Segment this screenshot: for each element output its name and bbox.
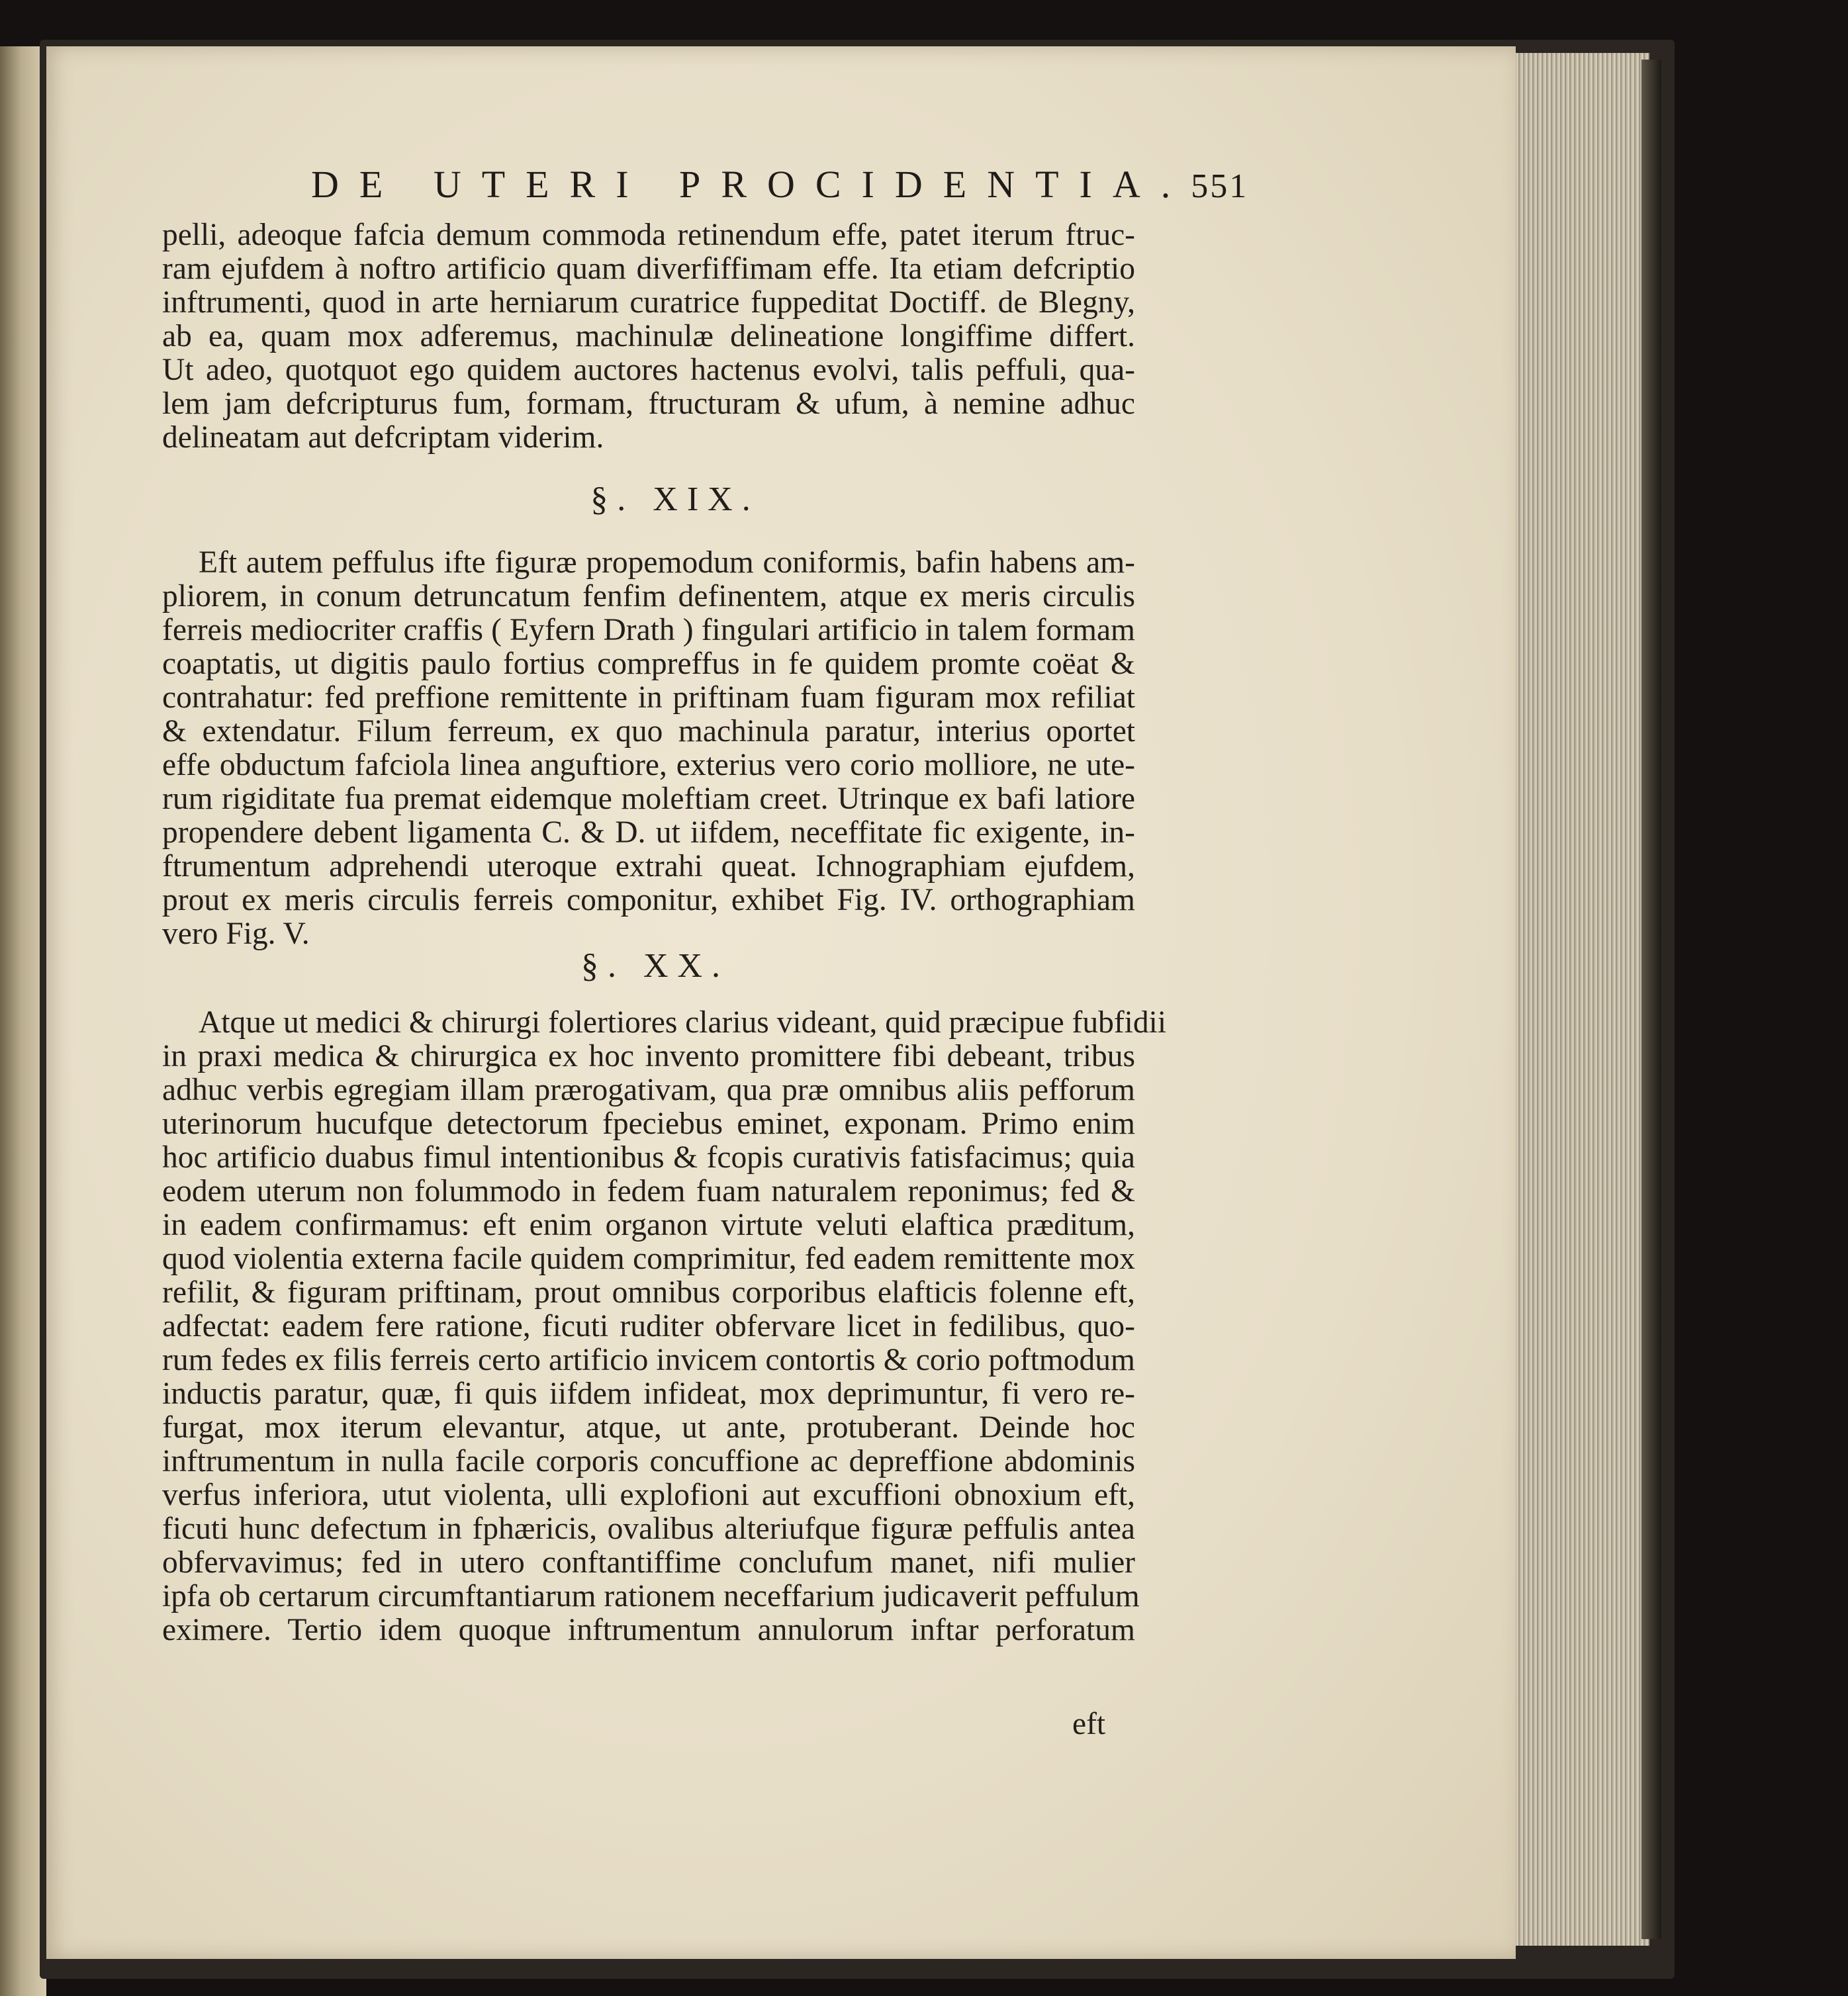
paragraph-2: [162, 546, 1135, 951]
text-line: effe obductum fafciola linea anguftiore, exterius vero corio molliore, ne ute-: [162, 748, 1135, 782]
text-line: obfervavimus; fed in utero conftantiffime conclufum manet, nifi mulier: [162, 1545, 1135, 1580]
text-line: ab ea, quam mox adferemus, machinulæ delineatione longiffime differt.: [162, 319, 1135, 353]
text-line: eodem uterum non folummodo in fedem fuam naturalem reponimus; fed &: [162, 1174, 1135, 1208]
text-line: contrahatur: fed preffione remittente in priftinam fuam figuram mox refiliat: [162, 680, 1135, 715]
text-line: rum rigiditate fua premat eidemque moleftiam creet. Utrinque ex bafi latiore: [162, 782, 1135, 816]
text-line: ferreis mediocriter craffis ( Eyfern Drath ) fingulari artificio in talem formam: [162, 613, 1135, 647]
text-line: propendere debent ligamenta C. & D. ut iifdem, neceffitate fic exigente, in-: [162, 815, 1135, 850]
text-line: & extendatur. Filum ferreum, ex quo machinula paratur, interius oportet: [162, 714, 1135, 748]
text-line: ftrumentum adprehendi uteroque extrahi queat. Ichnographiam ejufdem,: [162, 849, 1135, 884]
text-line: inftrumenti, quod in arte herniarum curatrice fuppeditat Doctiff. de Blegny,: [162, 285, 1135, 320]
text-line: quod violentia externa facile quidem comprimitur, fed eadem remittente mox: [162, 1242, 1135, 1276]
text-line: hoc artificio duabus fimul intentionibus & fcopis curativis fatisfacimus; quia: [162, 1140, 1135, 1175]
text-line: rum fedes ex filis ferreis certo artificio invicem contortis & corio poftmodum: [162, 1343, 1135, 1377]
text-line: Ut adeo, quotquot ego quidem auctores hactenus evolvi, talis peffuli, qua-: [162, 353, 1135, 387]
text-line: lem jam defcripturus fum, formam, ftructuram & ufum, à nemine adhuc: [162, 386, 1135, 421]
text-line: coaptatis, ut digitis paulo fortius compreffus in fe quidem promte coëat &: [162, 647, 1135, 681]
text-line: prout ex meris circulis ferreis componitur, exhibet Fig. IV. orthographiam: [162, 883, 1135, 917]
section-heading-19: §. XIX.: [590, 480, 760, 518]
text-line: eximere. Tertio idem quoque inftrumentum annulorum inftar perforatum: [162, 1613, 1135, 1647]
text-line: refilit, & figuram priftinam, prout omnibus corporibus elafticis folenne eft,: [162, 1275, 1135, 1310]
text-line: Eft autem peffulus ifte figuræ propemodum coniformis, bafin habens am-: [199, 545, 1135, 580]
text-line: adfectat: eadem fere ratione, ficuti ruditer obfervare licet in fedilibus, quo-: [162, 1309, 1135, 1343]
text-line: verfus inferiora, utut violenta, ulli explofioni aut excuffioni obnoxium eft,: [162, 1478, 1135, 1512]
section-heading-20: §. XX.: [580, 947, 730, 985]
page-number: 551: [1191, 167, 1249, 205]
paragraph-1: [162, 218, 1135, 455]
text-line: vero Fig. V.: [162, 917, 310, 951]
text-line: inductis paratur, quæ, fi quis iifdem infideat, mox deprimuntur, fi vero re-: [162, 1377, 1135, 1411]
page-fore-edge: [1496, 53, 1649, 1946]
paragraph-3: [162, 1005, 1167, 1647]
fore-edge-shadow: [1641, 60, 1661, 1939]
text-line: in eadem confirmamus: eft enim organon virtute veluti elaftica præditum,: [162, 1208, 1135, 1242]
text-line: ipfa ob certarum circumftantiarum rationem neceffarium judicaverit peffulum: [162, 1579, 1140, 1613]
running-title: DE UTERI PROCIDENTIA.: [311, 163, 1191, 206]
text-line: Atque ut medici & chirurgi folertiores clarius videant, quid præcipue fubfidii: [199, 1005, 1167, 1040]
catchword: eft: [1072, 1707, 1106, 1741]
text-line: uterinorum hucufque detectorum fpeciebus eminet, exponam. Primo enim: [162, 1107, 1135, 1141]
text-line: ram ejufdem à noftro artificio quam diverfiffimam effe. Ita etiam defcriptio: [162, 251, 1135, 286]
text-line: adhuc verbis egregiam illam prærogativam, qua præ omnibus aliis pefforum: [162, 1073, 1135, 1107]
text-line: pelli, adeoque fafcia demum commoda retinendum effe, patet iterum ftruc-: [162, 218, 1135, 252]
text-line: inftrumentum in nulla facile corporis concuffione ac depreffione abdominis: [162, 1444, 1135, 1478]
text-line: delineatam aut defcriptam viderim.: [162, 420, 604, 455]
text-line: ficuti hunc defectum in fphæricis, ovalibus alteriufque figuræ peffulis antea: [162, 1512, 1135, 1546]
running-head: [311, 162, 1249, 206]
text-line: in praxi medica & chirurgica ex hoc invento promittere fibi debeant, tribus: [162, 1039, 1135, 1073]
text-line: furgat, mox iterum elevantur, atque, ut ante, protuberant. Deinde hoc: [162, 1410, 1135, 1445]
text-line: pliorem, in conum detruncatum fenfim definentem, atque ex meris circulis: [162, 579, 1135, 613]
